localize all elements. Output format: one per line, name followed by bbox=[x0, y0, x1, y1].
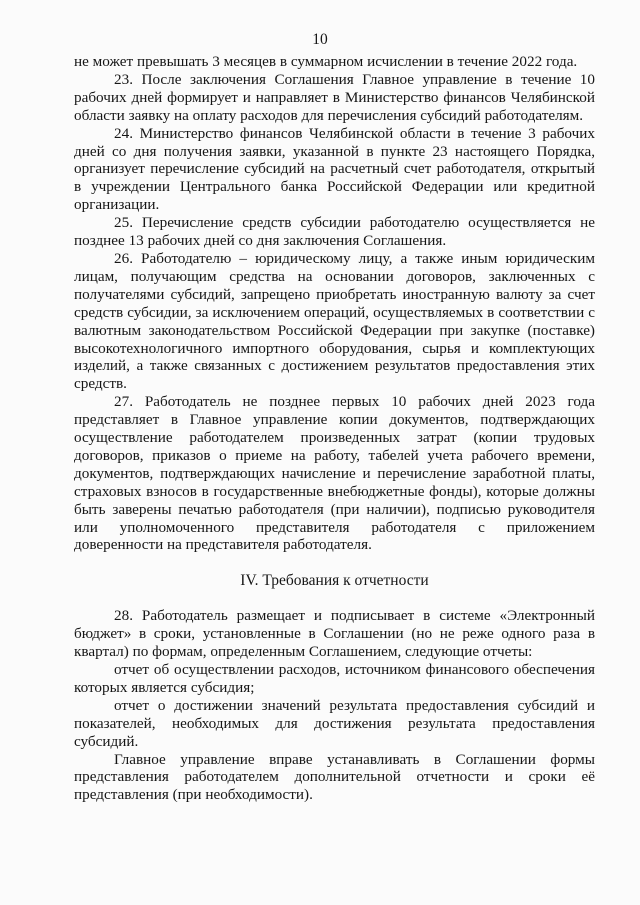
paragraph-continuation: не может превышать 3 месяцев в суммарном исчислении в течение 2022 года. bbox=[74, 53, 578, 70]
document-body bbox=[74, 53, 595, 804]
paragraph-23: 23. После заключения Соглашения Главное управление в течение 10 рабочих дней формирует и направляет в Министерство финансов Челябинской области заявку на оплату расходов для перечисления субсидий работодателям. bbox=[74, 70, 595, 124]
paragraph-28: 28. Работодатель размещает и подписывает в системе «Электронный бюджет» в сроки, установленные в Соглашении (но не реже одного раза в квартал) по формам, определенным Соглашением, следующие отчеты: bbox=[74, 607, 595, 661]
paragraph-27: 27. Работодатель не позднее первых 10 рабочих дней 2023 года представляет в Главное управление копии документов, подтверждающих осуществление работодателем произведенных затрат (копии трудовых договоров, приказов о приеме на работу, табелей учета рабочего времени, документов, подтверждающих начисление и перечисление заработной платы, страховых взносов в государственные внебюджетные фонды), которые должны быть заверены печатью работодателя (при наличии), подписью руководителя или уполномоченного представителя работодателя с приложением доверенности на представителя работодателя. bbox=[74, 393, 595, 554]
paragraph-report-results: отчет о достижении значений результата предоставления субсидий и показателей, необходимых для достижения результата предоставления субсидий. bbox=[74, 696, 595, 750]
paragraph-additional-reporting: Главное управление вправе устанавливать в Соглашении формы представления работодателем дополнительной отчетности и сроки её представления (при необходимости). bbox=[74, 750, 595, 804]
paragraph-24: 24. Министерство финансов Челябинской области в течение 3 рабочих дней со дня получения заявки, указанной в пункте 23 настоящего Порядка, организует перечисление субсидий на расчетный счет работодателя, открытый в учреждении Центрального банка Российской Федерации или кредитной организации. bbox=[74, 124, 595, 214]
paragraph-report-expenses: отчет об осуществлении расходов, источником финансового обеспечения которых является субсидия; bbox=[74, 661, 595, 696]
paragraph-26: 26. Работодателю – юридическому лицу, а также иным юридическим лицам, получающим средства на основании договоров, заключенных с получателями субсидий, запрещено приобретать иностранную валюту за счет средств субсидии, за исключением операций, осуществляемых в соответствии с валютным законодательством Российской Федерации при закупке (поставке) высокотехнологичного импортного оборудования, сырья и комплектующих изделий, а также связанных с достижением результатов предоставления этих средств. bbox=[74, 249, 595, 393]
section-heading: IV. Требования к отчетности bbox=[240, 572, 429, 590]
page-number: 10 bbox=[312, 31, 328, 48]
paragraph-25: 25. Перечисление средств субсидии работодателю осуществляется не позднее 13 рабочих дней со дня заключения Соглашения. bbox=[74, 214, 595, 250]
